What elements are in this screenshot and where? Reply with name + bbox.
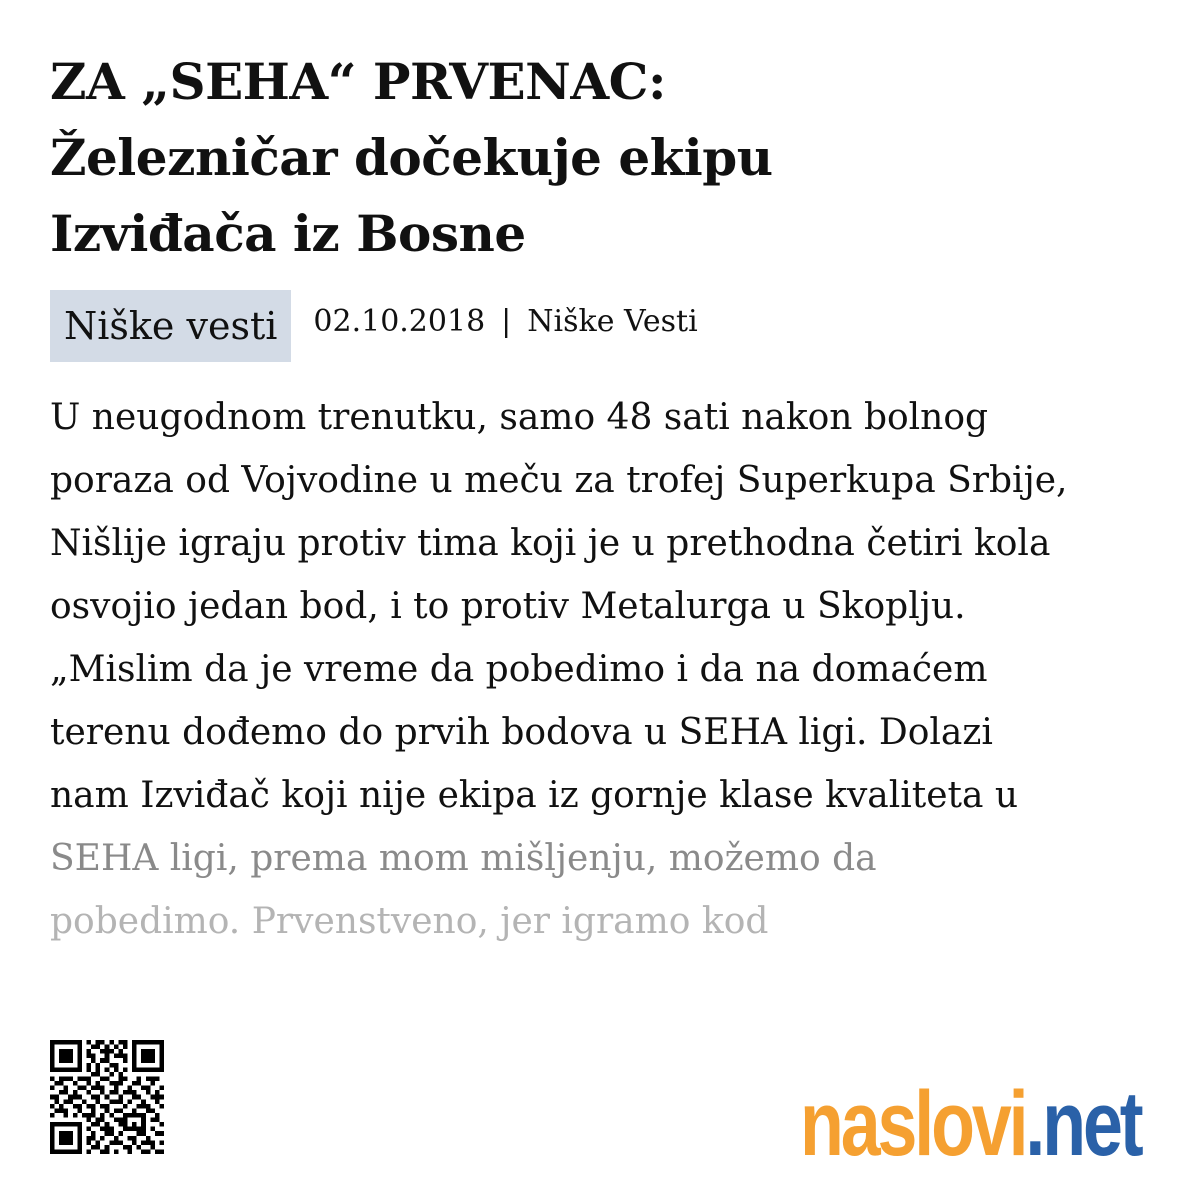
qr-code-icon[interactable] bbox=[50, 1040, 164, 1154]
article-headline bbox=[50, 44, 1150, 272]
logo-wordmark: naslovi bbox=[800, 1073, 1026, 1175]
naslovi-logo[interactable] bbox=[800, 1060, 1141, 1175]
body-line: U neugodnom trenutku, samo 48 sati nakon bolnog bbox=[50, 397, 989, 438]
meta-info bbox=[313, 304, 697, 339]
body-line-faded: SEHA ligi, prema mom mišljenju, možemo da bbox=[50, 838, 877, 879]
publish-date: 02.10.2018 bbox=[313, 304, 486, 339]
body-line-faded: pobedimo. Prvenstveno, jer igramo kod bbox=[50, 901, 769, 942]
headline-line-3: Izviđača iz Bosne bbox=[50, 204, 526, 263]
article-body bbox=[50, 386, 1160, 953]
meta-separator: | bbox=[501, 304, 512, 339]
article-author: Niške Vesti bbox=[527, 304, 698, 339]
article-meta bbox=[50, 290, 698, 362]
logo-tld: net bbox=[1042, 1073, 1141, 1175]
body-line: nam Izviđač koji nije ekipa iz gornje klase kvaliteta u bbox=[50, 775, 1019, 816]
body-line: terenu dođemo do prvih bodova u SEHA ligi. Dolazi bbox=[50, 712, 993, 753]
logo-dot: . bbox=[1025, 1073, 1043, 1175]
body-line: poraza od Vojvodine u meču za trofej Superkupa Srbije, bbox=[50, 460, 1068, 501]
headline-line-2: Železničar dočekuje ekipu bbox=[50, 128, 773, 187]
source-tag[interactable]: Niške vesti bbox=[50, 290, 291, 362]
body-line: Nišlije igraju protiv tima koji je u prethodna četiri kola bbox=[50, 523, 1051, 564]
body-line: „Mislim da je vreme da pobedimo i da na domaćem bbox=[50, 649, 988, 690]
body-line: osvojio jedan bod, i to protiv Metalurga u Skoplju. bbox=[50, 586, 966, 627]
headline-line-1: ZA „SEHA“ PRVENAC: bbox=[50, 52, 666, 111]
